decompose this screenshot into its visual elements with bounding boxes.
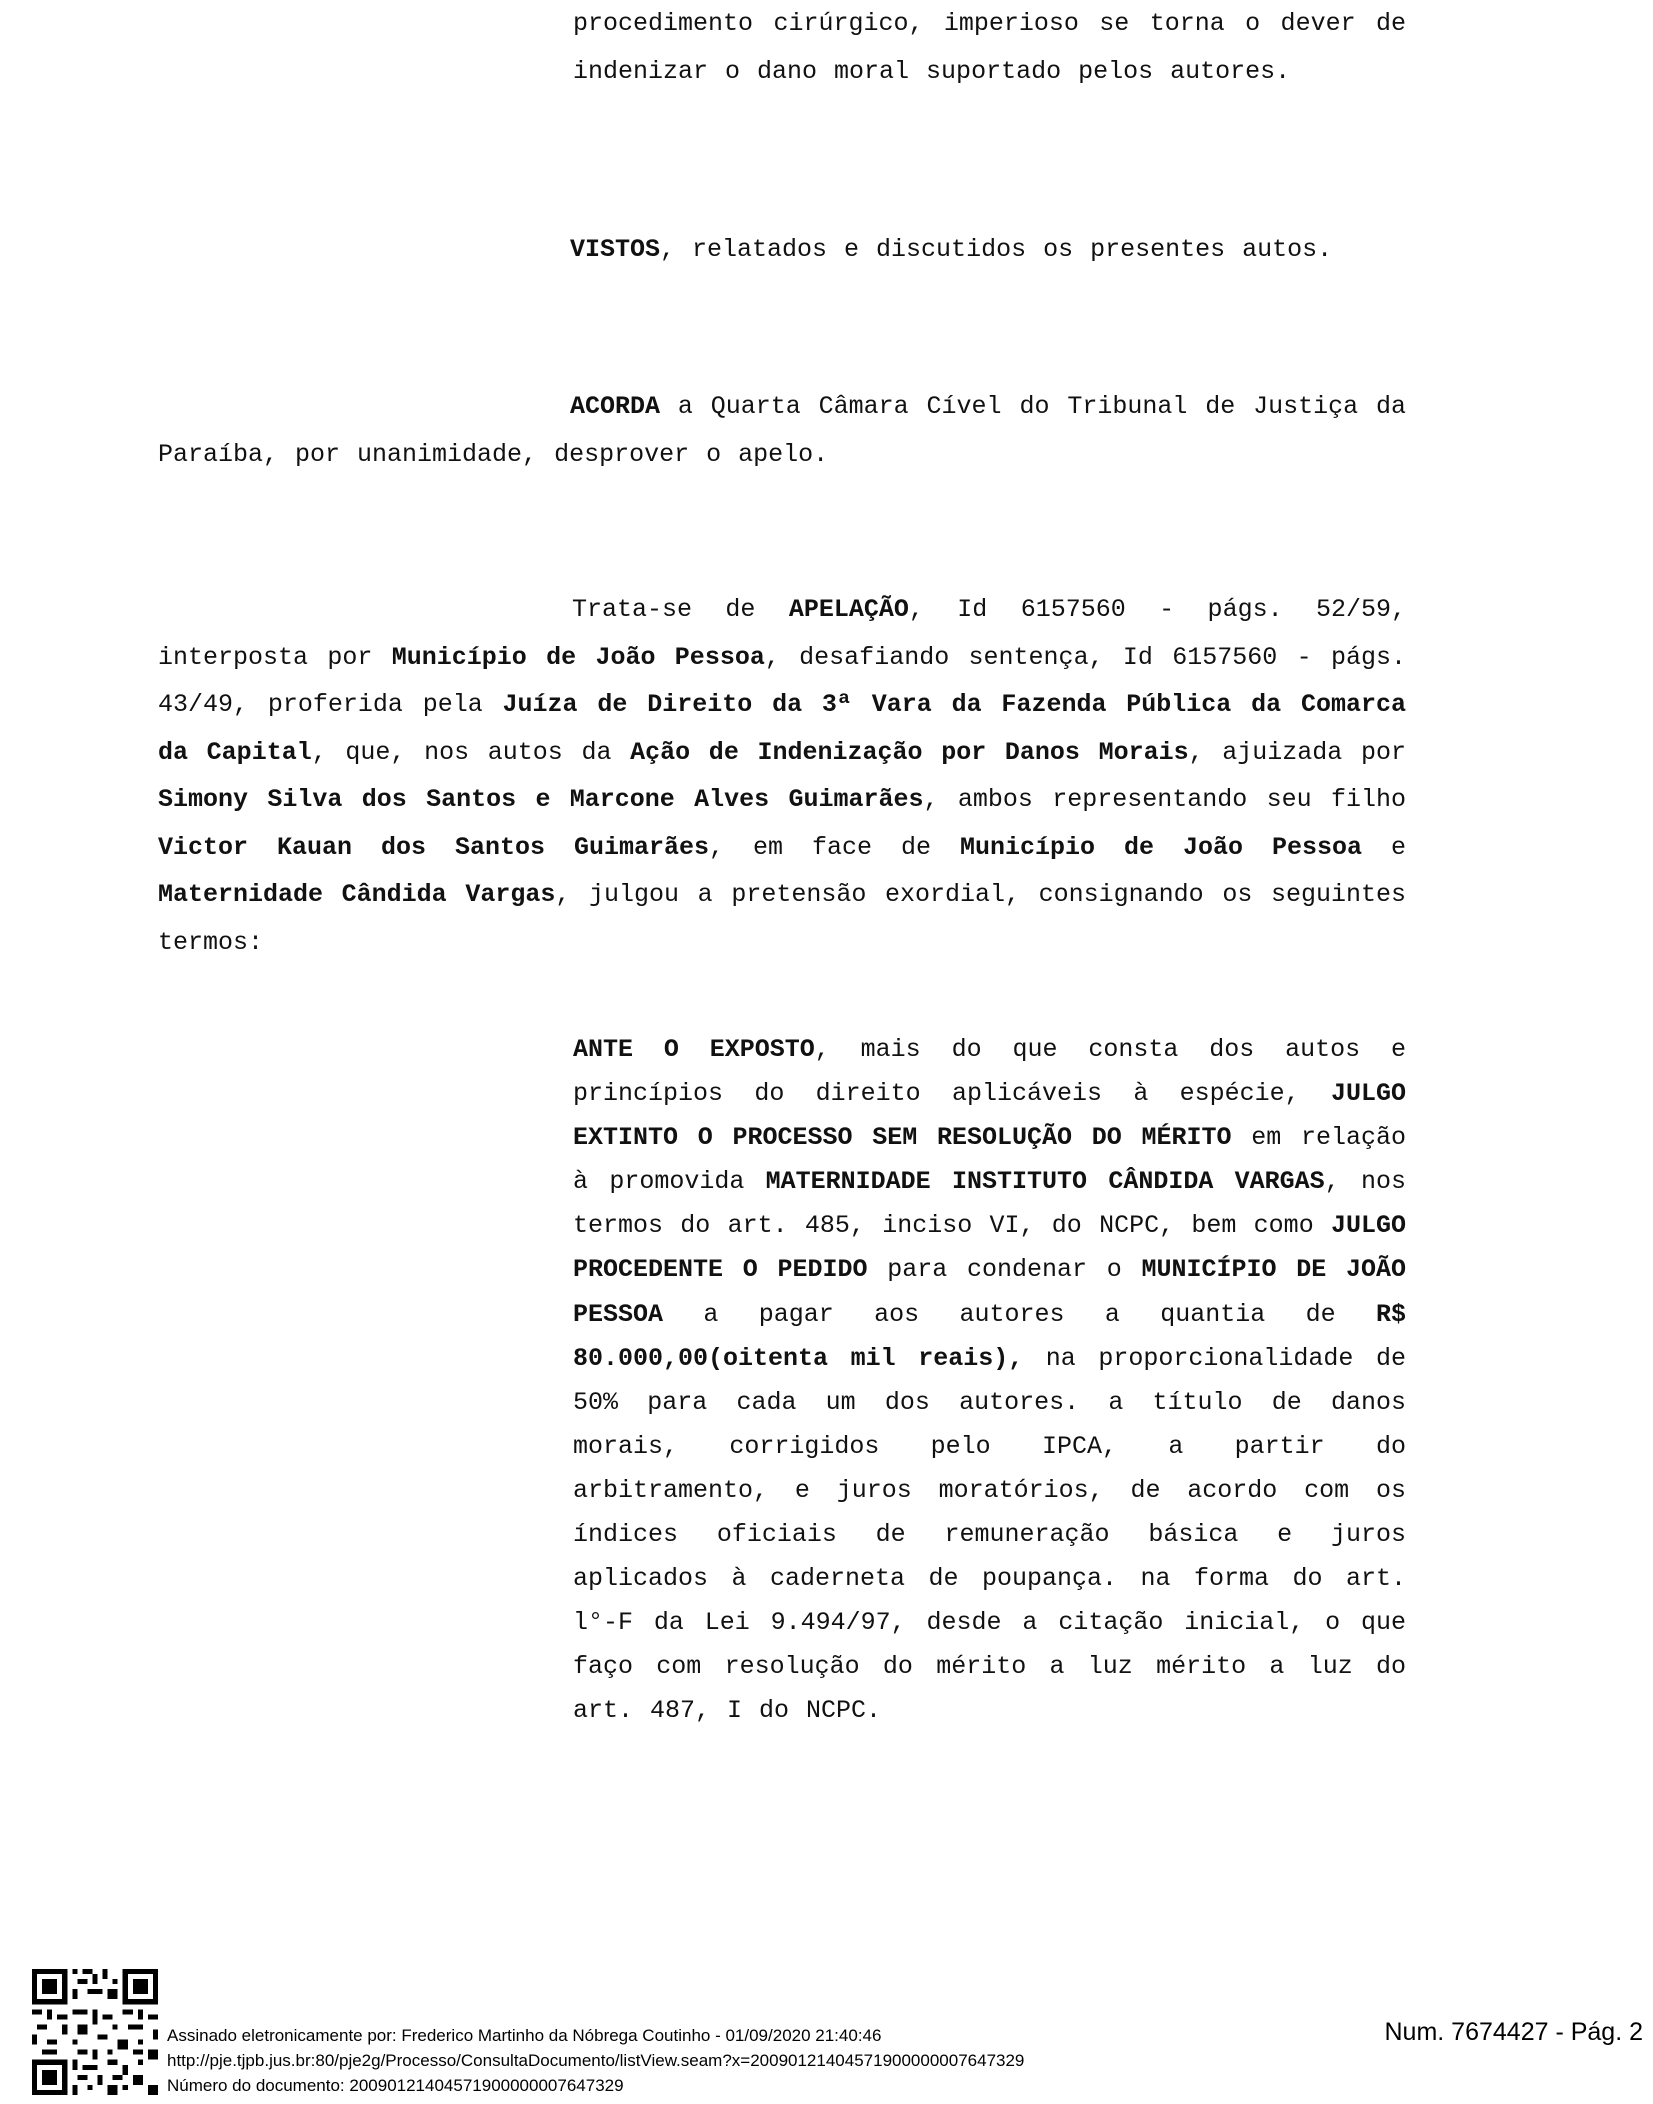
signed-by-line: Assinado eletronicamente por: Frederico Martinho da Nóbrega Coutinho - 01/09/2020 21:40:46 [167, 2026, 882, 2045]
bold-term: Victor Kauan dos Santos Guimarães [158, 832, 710, 862]
paragraph-text: , ajuizada por [1188, 737, 1406, 767]
paragraph-text: , ambos representando seu filho [923, 785, 1407, 814]
document-number-line: Número do documento: 20090121404571900000007647329 [167, 2076, 624, 2095]
qr-code [32, 1969, 158, 2095]
paragraph-text: procedimento cirúrgico, imperioso se torna o dever de indenizar o dano moral suportado pelos autores. [573, 9, 1406, 86]
paragraph-text: , que, nos autos da [311, 737, 631, 767]
paragraph-text: , desafiando sentença, Id 6157560 - págs. 43/49, proferida pela [158, 642, 1406, 719]
paragraph-text: a pagar aos autores a quantia de [663, 1299, 1376, 1329]
paragraph-text: , julgou a pretensão exordial, consignando os seguintes termos: [158, 880, 1406, 957]
paragraph-text: em relação à promovida [573, 1123, 1406, 1197]
document-url-link[interactable]: http://pje.tjpb.jus.br:80/pje2g/Processo/ConsultaDocumento/listView.seam?x=20090121404571900000007647329 [167, 2051, 1025, 2070]
paragraph-text: e [1362, 832, 1406, 862]
paragraph-text: a Quarta Câmara Cível do Tribunal de Justiça da Paraíba, por unanimidade, desprover o apelo. [158, 392, 1406, 469]
bold-term: Ação de Indenização por Danos Morais [630, 737, 1189, 767]
paragraph-report [158, 586, 1406, 966]
bold-term: Simony Silva dos Santos e Marcone Alves Guimarães [158, 785, 924, 814]
paragraph-acorda [158, 383, 1406, 478]
bold-term: VISTOS [570, 235, 661, 264]
bold-term: MATERNIDADE INSTITUTO CÂNDIDA VARGAS [765, 1167, 1325, 1197]
paragraph-text: , relatados e discutidos os presentes autos. [660, 235, 1333, 264]
paragraph-text: na proporcionalidade de 50% para cada um dos autores. a título de danos morais, corrigidos pelo IPCA, a partir do arbitramento, e juros moratórios, de acordo com os índices oficiais de remuneração básica e juros aplicados à caderneta de poupança. na forma do art. l°-F da Lei 9.494/97, desde a citação inicial, o que faço com resolução do mérito a luz mérito a luz do art. 487, I do NCPC. [573, 1343, 1406, 1726]
bold-term: Maternidade Cândida Vargas [158, 880, 556, 909]
quoted-sentence [573, 1028, 1406, 1734]
bold-term: R$ 80.000,00(oitenta mil reais), [573, 1299, 1406, 1373]
bold-term: Juíza de Direito da 3ª Vara da Fazenda Pública da Comarca da Capital [158, 690, 1406, 767]
bold-term: APELAÇÃO [788, 595, 909, 624]
bold-term: ACORDA [570, 392, 661, 421]
paragraph-text: para condenar o [867, 1255, 1142, 1285]
bold-term: MUNICÍPIO DE JOÃO PESSOA [573, 1255, 1407, 1329]
paragraph-text: , nos termos do art. 485, inciso VI, do NCPC, bem como [573, 1167, 1407, 1241]
paragraph-continuation [573, 0, 1406, 95]
bold-term: JULGO PROCEDENTE O PEDIDO [573, 1211, 1406, 1285]
page-number: Num. 7674427 - Pág. 2 [1384, 2018, 1643, 2046]
paragraph-text: , Id 6157560 - págs. 52/59, interposta por [158, 595, 1406, 672]
bold-term: JULGO EXTINTO O PROCESSO SEM RESOLUÇÃO DO MÉRITO [573, 1079, 1406, 1153]
bold-term: ANTE O EXPOSTO [573, 1035, 815, 1064]
bold-term: Município de João Pessoa [391, 642, 765, 672]
bold-term: Município de João Pessoa [959, 832, 1362, 862]
paragraph-text: , mais do que consta dos autos e princípios do direito aplicáveis à espécie, [573, 1035, 1406, 1109]
paragraph-vistos [570, 226, 1406, 274]
paragraph-text: , em face de [709, 832, 960, 862]
paragraph-text: Trata-se de [572, 595, 789, 624]
footer-signature [167, 2023, 1024, 2098]
